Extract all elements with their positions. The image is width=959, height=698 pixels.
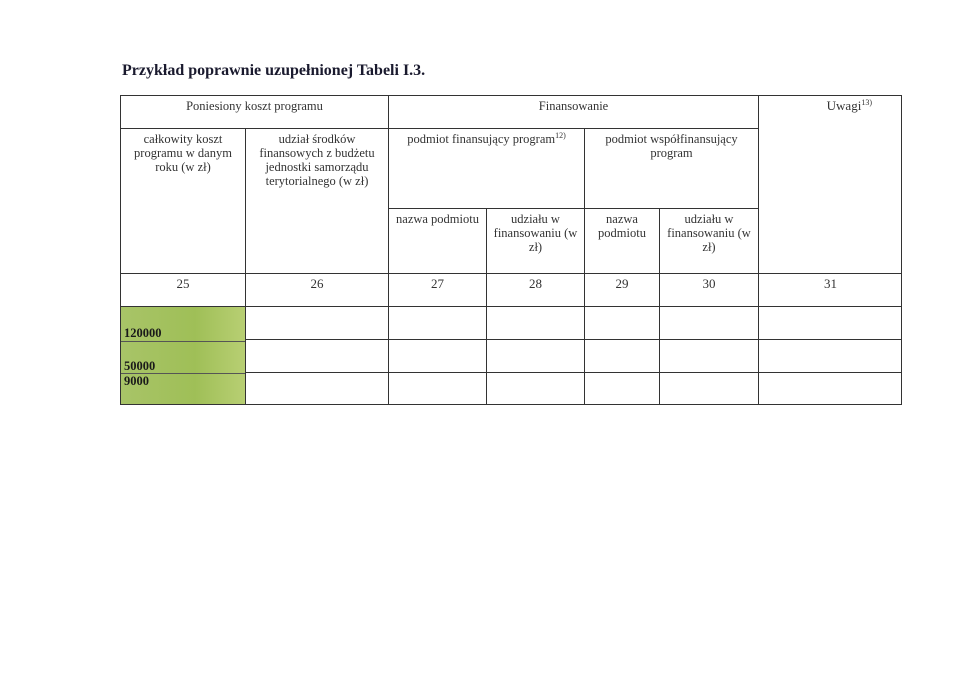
table-border-right [901,95,902,405]
column-number-26: 26 [245,273,388,306]
header-podmiot-finansujacy: podmiot finansujący program$^{12)}$ [388,128,584,208]
header-poniesiony-koszt: Poniesiony koszt programu [120,95,388,128]
column-number-31: 31 [758,273,902,306]
value-udzial-srodkow: 50000 [124,359,156,373]
scan-artifact [268,0,271,14]
column-number-27: 27 [388,273,486,306]
header-udzial-srodkow: udział środków finansowych z budżetu jednostki samorządu terytorialnego (w zł) [245,128,388,273]
data-cell [758,306,902,339]
data-cell [584,372,659,405]
data-cell [388,306,486,339]
data-cell [486,306,584,339]
header-uwagi: Uwagi$^{13)}$ [758,95,902,273]
data-cell [584,339,659,372]
data-cell [486,339,584,372]
header-udzial-w-finansowaniu-1: udziału w finansowaniu (w zł) [486,208,584,273]
financing-table [120,95,902,405]
column-number-29: 29 [584,273,659,306]
footnote-podmiot-finansujacy: 12) [555,131,566,140]
value-udzial-finansowania: 9000 [124,374,149,388]
data-cell [388,339,486,372]
document-title: Przykład poprawnie uzupełnionej Tabeli I.3. [122,62,426,79]
data-cell [584,306,659,339]
data-cell [659,339,758,372]
data-cell-calkowity-koszt [120,306,245,405]
header-udzial-w-finansowaniu-2: udziału w finansowaniu (w zł) [659,208,758,273]
data-cell [758,372,902,405]
header-nazwa-podmiotu-2: nazwa podmiotu [584,208,659,273]
data-cell [486,372,584,405]
data-cell [245,306,388,339]
value-calkowity-koszt: 120000 [124,326,162,340]
header-finansowanie: Finansowanie [388,95,758,128]
table-border-bottom [120,404,902,405]
column-number-30: 30 [659,273,758,306]
column-number-28: 28 [486,273,584,306]
data-cell [245,339,388,372]
header-podmiot-wspolfinansujacy: podmiot współfinansujący program [584,128,758,208]
data-cell [758,339,902,372]
header-nazwa-podmiotu-1: nazwa podmiotu [388,208,486,273]
footnote-uwagi: 13) [861,98,872,107]
data-cell [659,372,758,405]
column-number-25: 25 [120,273,245,306]
data-cell [245,372,388,405]
header-calkowity-koszt: całkowity koszt programu w danym roku (w zł) [120,128,245,273]
data-cell [659,306,758,339]
data-cell [388,372,486,405]
